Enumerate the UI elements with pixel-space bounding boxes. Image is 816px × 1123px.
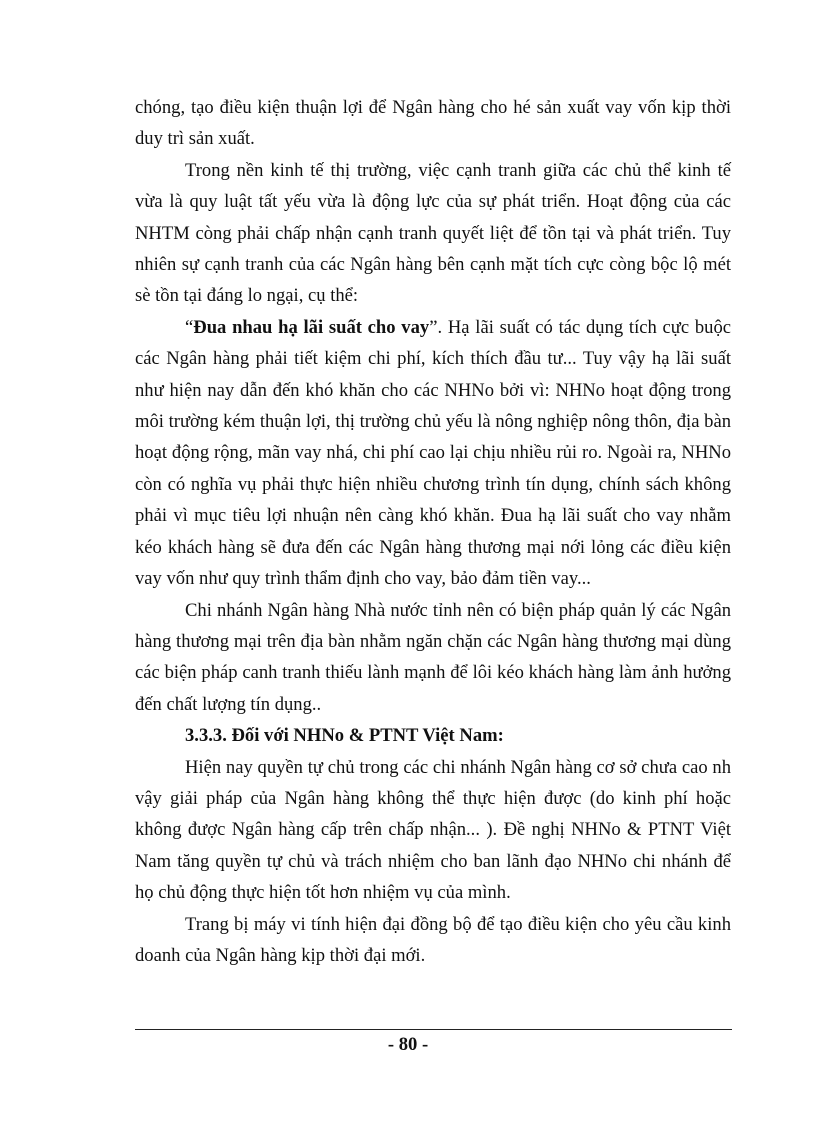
section-heading: 3.3.3. Đối với NHNo & PTNT Việt Nam: xyxy=(185,725,504,747)
paragraph-equipment: Trang bị máy vi tính hiện đại đồng bộ để tạo điều kiện cho yêu cầu kinh doanh của Ngân hàng kịp thời đại mới. xyxy=(135,913,731,966)
paragraph-interest-rate xyxy=(135,312,731,595)
page-body xyxy=(135,92,731,971)
page-number: - 80 - xyxy=(387,1034,429,1055)
paragraph-autonomy: Hiện nay quyền tự chủ trong các chi nhánh Ngân hàng cơ sở chưa cao nh vậy giải pháp của Ngân hàng không thể thực hiện được (do kinh phí hoặc không được Ngân hàng cấp trên chấp nhận... ). Đề nghị NHNo & PTNT Việt Nam tăng quyền tự chủ và trách nhiệm cho ban lãnh đạo NHNo chi nhánh để họ chủ động thực hiện tốt hơn nhiệm vụ của mình. xyxy=(135,756,731,904)
open-quote: “ xyxy=(185,316,194,338)
paragraph-competition: Trong nền kinh tế thị trường, việc cạnh tranh giữa các chủ thể kinh tế vừa là quy luật tất yếu vừa là động lực của sự phát triển. Hoạt động của các NHTM còng phải chấp nhận cạnh tranh quyết liệt để tồn tại và phát triển. Tuy nhiên sự cạnh tranh của các Ngân hàng bên cạnh mặt tích cực còng bộc lộ mét sè tồn tại đáng lo ngại, cụ thể: xyxy=(135,159,731,307)
paragraph-body-text: . Hạ lãi suất có tác dụng tích cực buộc các Ngân hàng phải tiết kiệm chi phí, kích thích đầu tư... Tuy vậy hạ lãi suất như hiện nay dẫn đến khó khăn cho các NHNo bởi vì: NHNo hoạt động trong môi trường kém thuận lợi, thị trường chủ yếu là nông nghiệp nông thôn, địa bàn hoạt động rộng, mãn vay nhá, chi phí cao lại chịu nhiều rủi ro. Ngoài ra, NHNo còn có nghĩa vụ phải thực hiện nhiều chương trình tín dụng, chính sách không phải vì mục tiêu lợi nhuận nên càng khó khăn. Đua hạ lãi suất cho vay nhằm kéo khách hàng sẽ đưa đến các Ngân hàng thương mại nới lỏng các điều kiện vay vốn như quy trình thẩm định cho vay, bảo đảm tiền vay... xyxy=(135,316,732,590)
paragraph-bold-lead: Đua nhau hạ lãi suất cho vay xyxy=(193,316,430,338)
paragraph-state-bank: Chi nhánh Ngân hàng Nhà nước tỉnh nên có biện pháp quản lý các Ngân hàng thương mại trên địa bàn nhằm ngăn chặn các Ngân hàng thương mại dùng các biện pháp canh tranh thiếu lành mạnh để lôi kéo khách hàng làm ảnh hưởng đến chất lượng tín dụng.. xyxy=(135,599,731,715)
footer-divider xyxy=(135,1029,732,1030)
paragraph-continuation: chóng, tạo điều kiện thuận lợi để Ngân hàng cho hé sản xuất vay vốn kịp thời duy trì sản xuất. xyxy=(135,97,731,150)
close-quote: ” xyxy=(429,316,438,338)
